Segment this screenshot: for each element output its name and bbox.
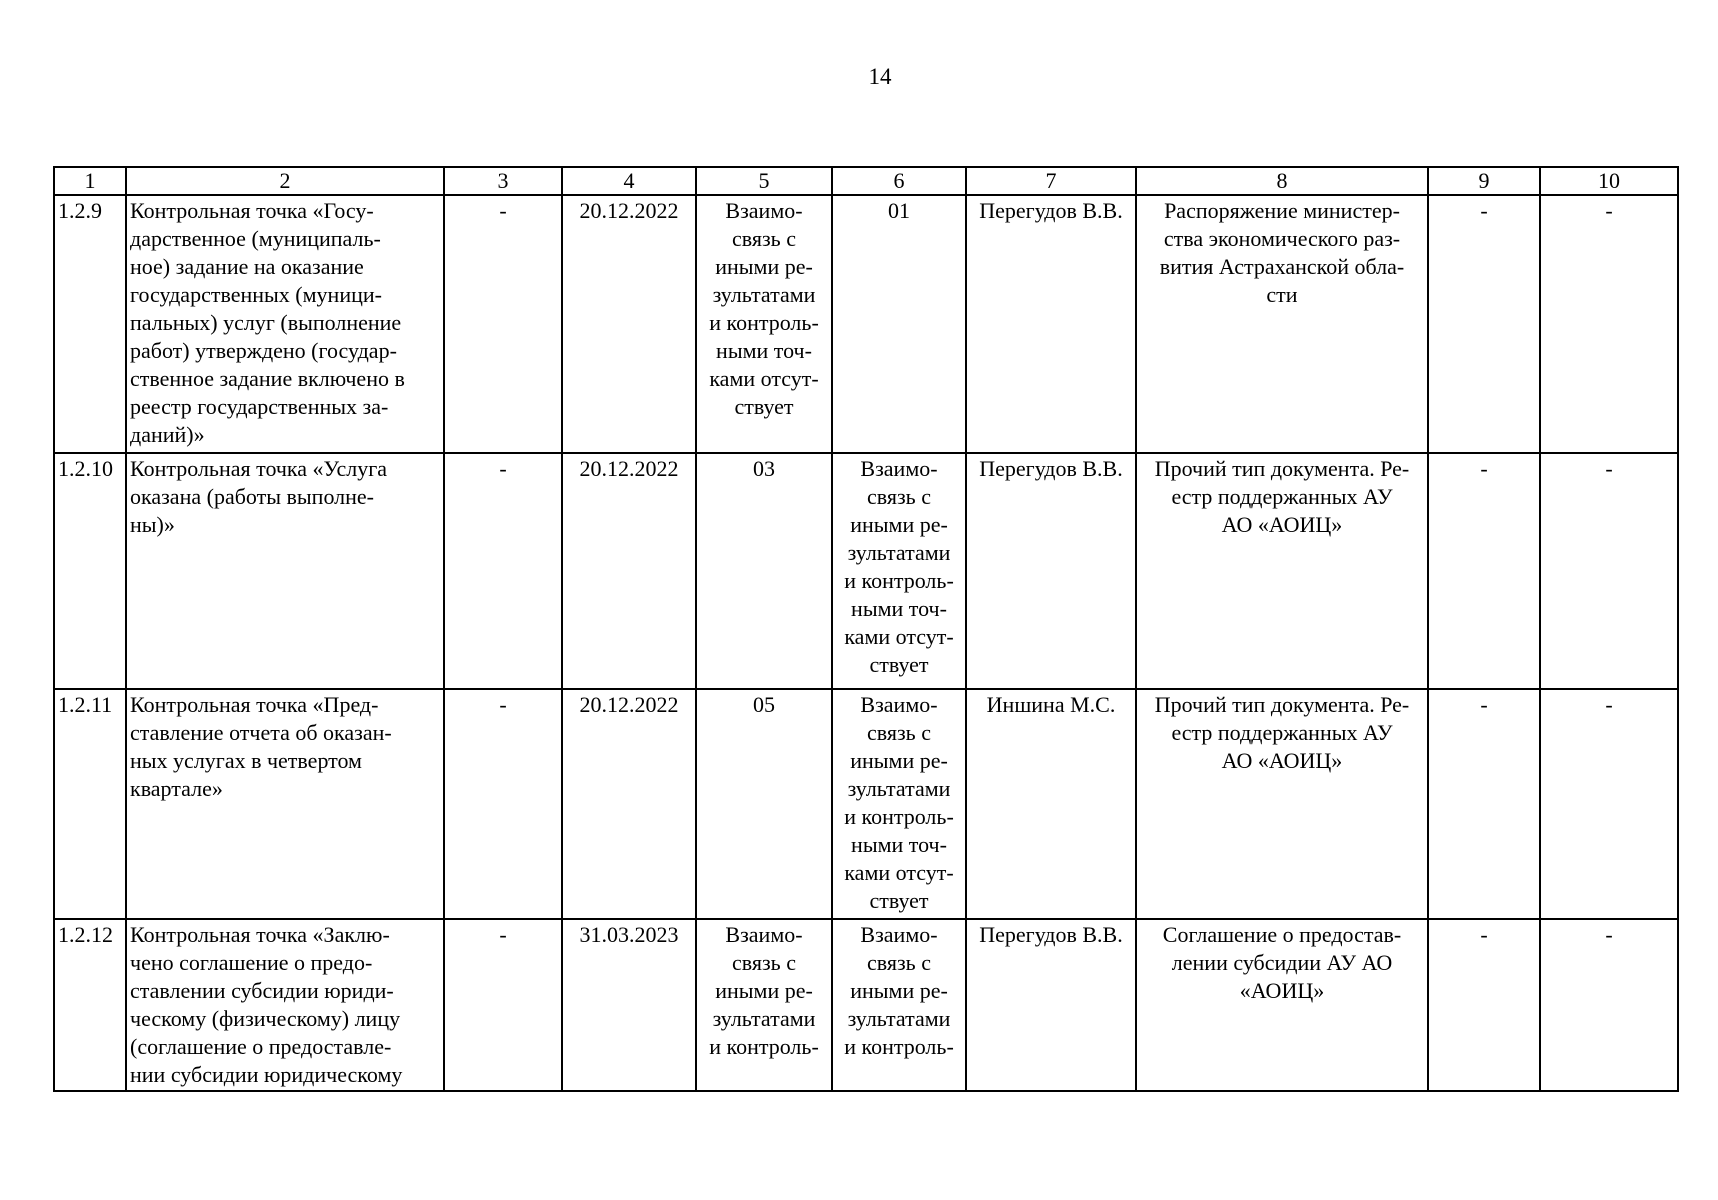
responsible-person: Иншина М.С. bbox=[986, 692, 1116, 717]
col6-value: 01 bbox=[888, 198, 910, 223]
column-header: 4 bbox=[562, 167, 696, 195]
column-header: 7 bbox=[966, 167, 1136, 195]
document-type: Соглашение о предостав- лении субсидии АУ АО «АОИЦ» bbox=[1162, 922, 1402, 1003]
document-type: Прочий тип документа. Ре- естр поддержанных АУ АО «АОИЦ» bbox=[1154, 456, 1410, 537]
col6-value: Взаимо- связь с иными ре- зультатами и контроль- ными точ- ками отсут- ствует bbox=[844, 456, 954, 677]
row-number: 1.2.12 bbox=[58, 922, 113, 947]
col5-value: Взаимо- связь с иными ре- зультатами и контроль- ными точ- ками отсут- ствует bbox=[709, 198, 819, 419]
responsible-person: Перегудов В.В. bbox=[979, 198, 1123, 223]
col10-value: - bbox=[1605, 692, 1613, 717]
page-number: 14 bbox=[868, 64, 892, 89]
column-header: 1 bbox=[54, 167, 126, 195]
plan-table bbox=[53, 166, 1679, 1092]
column-header: 3 bbox=[444, 167, 562, 195]
row-number: 1.2.10 bbox=[58, 456, 113, 481]
row-number: 1.2.11 bbox=[58, 692, 113, 717]
column-header: 10 bbox=[1540, 167, 1678, 195]
col3-value: - bbox=[499, 456, 507, 481]
responsible-person: Перегудов В.В. bbox=[979, 922, 1123, 947]
column-header: 9 bbox=[1428, 167, 1540, 195]
table-row bbox=[54, 195, 1678, 453]
col3-value: - bbox=[499, 198, 507, 223]
col6-value: Взаимо- связь с иными ре- зультатами и контроль- ными точ- ками отсут- ствует bbox=[844, 692, 954, 913]
col9-value: - bbox=[1480, 922, 1488, 947]
col9-value: - bbox=[1480, 456, 1488, 481]
table-row bbox=[54, 689, 1678, 919]
document-type: Распоряжение министер- ства экономического раз- вития Астраханской обла- сти bbox=[1159, 198, 1405, 307]
control-point-name: Контрольная точка «Услуга оказана (работы выполне- ны)» bbox=[130, 456, 388, 537]
date-cell: 31.03.2023 bbox=[579, 922, 679, 947]
control-point-name: Контрольная точка «Госу- дарственное (муниципаль- ное) задание на оказание государственных (муници- пальных) услуг (выполнение работ) утверждено (государ- ственное задание включено в реестр государственных за- даний)» bbox=[130, 198, 405, 447]
column-header: 2 bbox=[126, 167, 444, 195]
col10-value: - bbox=[1605, 922, 1613, 947]
date-cell: 20.12.2022 bbox=[579, 692, 679, 717]
col6-value: Взаимо- связь с иными ре- зультатами и контроль- bbox=[844, 922, 954, 1059]
col5-value: Взаимо- связь с иными ре- зультатами и контроль- bbox=[709, 922, 819, 1059]
document-type: Прочий тип документа. Ре- естр поддержанных АУ АО «АОИЦ» bbox=[1154, 692, 1410, 773]
col9-value: - bbox=[1480, 198, 1488, 223]
date-cell: 20.12.2022 bbox=[579, 456, 679, 481]
col3-value: - bbox=[499, 922, 507, 947]
column-header: 6 bbox=[832, 167, 966, 195]
col5-value: 05 bbox=[753, 692, 775, 717]
col5-value: 03 bbox=[753, 456, 775, 481]
column-header: 8 bbox=[1136, 167, 1428, 195]
date-cell: 20.12.2022 bbox=[579, 198, 679, 223]
table-container bbox=[53, 166, 1679, 1092]
column-header: 5 bbox=[696, 167, 832, 195]
table-row bbox=[54, 453, 1678, 689]
control-point-name: Контрольная точка «Пред- ставление отчета об оказан- ных услугах в четвертом квартале» bbox=[130, 692, 392, 801]
col9-value: - bbox=[1480, 692, 1488, 717]
control-point-name: Контрольная точка «Заклю- чено соглашение о предо- ставлении субсидии юриди- ческому (физическому) лицу (соглашение о предоставле- нии субсидии юридическому bbox=[130, 922, 403, 1087]
table-row bbox=[54, 919, 1678, 1091]
col10-value: - bbox=[1605, 198, 1613, 223]
row-number: 1.2.9 bbox=[58, 198, 102, 223]
col3-value: - bbox=[499, 692, 507, 717]
column-number-row bbox=[54, 167, 1678, 195]
col10-value: - bbox=[1605, 456, 1613, 481]
responsible-person: Перегудов В.В. bbox=[979, 456, 1123, 481]
